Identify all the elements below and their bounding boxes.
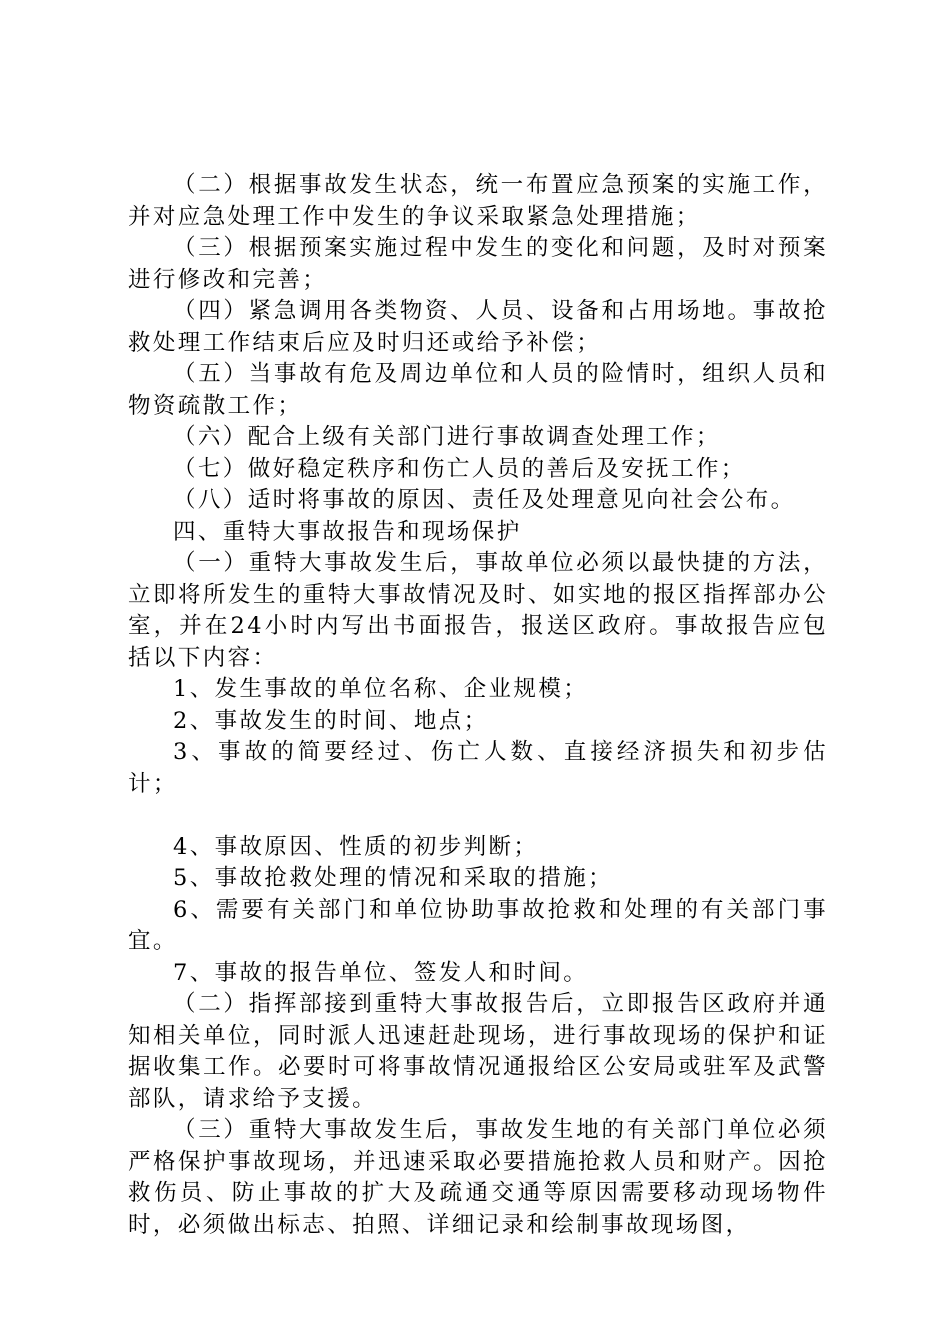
list-item-5: 5、事故抢救处理的情况和采取的措施； xyxy=(173,865,614,891)
paragraph-8: （八）适时将事故的原因、责任及处理意见向社会公布。 xyxy=(173,487,796,513)
paragraph-2: （二）根据事故发生状态，统一布置应急预案的实施工作，并对应急处理工作中发生的争议采取紧急处理措施； xyxy=(128,172,828,230)
blank-line xyxy=(128,800,828,832)
paragraph-report-1: （一）重特大事故发生后，事故单位必须以最快捷的方法，立即将所发生的重特大事故情况及时、如实地的报区指挥部办公室，并在24小时内写出书面报告，报送区政府。事故报告应包括以下内容： xyxy=(128,550,828,671)
list-item-2: 2、事故发生的时间、地点； xyxy=(173,707,489,734)
paragraph-7: （七）做好稳定秩序和伤亡人员的善后及安抚工作； xyxy=(173,455,746,482)
paragraph-report-2: （二）指挥部接到重特大事故报告后，立即报告区政府并通知相关单位，同时派人迅速赶赴现场，进行事故现场的保护和证据收集工作。必要时可将事故情况通报给区公安局或驻军及武警部队，请求给予支援。 xyxy=(128,991,828,1112)
list-item-6: 6、需要有关部门和单位协助事故抢救和处理的有关部门事宜。 xyxy=(128,896,828,954)
list-item-3: 3、事故的简要经过、伤亡人数、直接经济损失和初步估计； xyxy=(128,739,828,797)
paragraph-3: （三）根据预案实施过程中发生的变化和问题，及时对预案进行修改和完善； xyxy=(128,235,828,293)
paragraph-6: （六）配合上级有关部门进行事故调查处理工作； xyxy=(173,424,721,450)
list-item-1: 1、发生事故的单位名称、企业规模； xyxy=(173,676,589,702)
section-heading-4: 四、重特大事故报告和现场保护 xyxy=(173,518,522,545)
list-item-7: 7、事故的报告单位、签发人和时间。 xyxy=(173,959,589,986)
paragraph-5: （五）当事故有危及周边单位和人员的险情时，组织人员和物资疏散工作； xyxy=(128,361,828,419)
list-item-4: 4、事故原因、性质的初步判断； xyxy=(173,833,539,860)
paragraph-4: （四）紧急调用各类物资、人员、设备和占用场地。事故抢救处理工作结束后应及时归还或给予补偿； xyxy=(128,298,828,356)
paragraph-report-3: （三）重特大事故发生后，事故发生地的有关部门单位必须严格保护事故现场，并迅速采取必要措施抢救人员和财产。因抢救伤员、防止事故的扩大及疏通交通等原因需要移动现场物件时，必须做出标志、拍照、详细记录和绘制事故现场图， xyxy=(128,1117,828,1238)
document-body xyxy=(128,170,828,1241)
